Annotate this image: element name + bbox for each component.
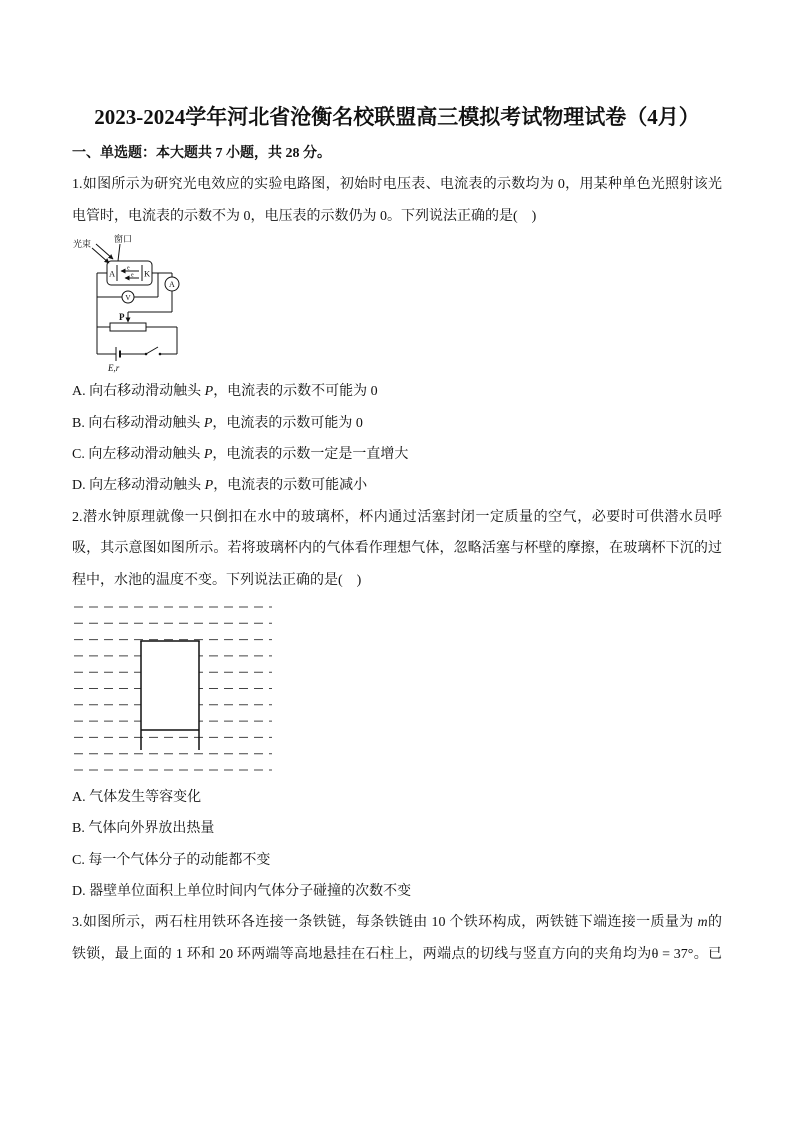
light-ray	[96, 244, 113, 259]
option-text: 器壁单位面积上单位时间内气体分子碰撞的次数不变	[85, 884, 412, 900]
option-text: ，电流表的示数一定是一直增大	[212, 446, 409, 462]
stem-text: 。已	[693, 946, 722, 962]
window-pointer	[118, 244, 120, 261]
option-text: 气体向外界放出热量	[84, 821, 215, 837]
q2-option-d	[72, 876, 722, 907]
option-label: D.	[72, 478, 86, 494]
q3-stem-line	[72, 907, 722, 938]
photoelectric-circuit-diagram	[72, 232, 192, 376]
option-text: 向左移动滑动触头	[84, 446, 204, 462]
switch-blade	[146, 347, 158, 354]
exam-title: 2023-2024学年河北省沧衡名校联盟高三模拟考试物理试卷（4月）	[94, 105, 700, 129]
q2-stem-line: 吸，其示意图如图所示。若将玻璃杯内的气体看作理想气体，忽略活塞与杯壁的摩擦，在玻璃杯下沉的过	[72, 541, 722, 557]
section-heading: 一、单选题：本大题共 7 小题，共 28 分。	[72, 146, 331, 161]
option-text: ，电流表的示数可能减小	[213, 478, 368, 494]
q2-option-b	[72, 813, 722, 844]
option-label: C.	[72, 446, 85, 462]
q2-option-a	[72, 782, 722, 813]
stem-variable: θ = 37°	[651, 946, 694, 962]
switch-contact	[159, 353, 162, 356]
electron-label: e	[127, 265, 130, 272]
option-variable: P	[204, 384, 214, 400]
exam-content	[72, 138, 722, 970]
stem-text: 的	[707, 915, 722, 931]
q2-option-c	[72, 845, 722, 876]
q1-stem-line: 1.如图所示为研究光电效应的实验电路图，初始时电压表、电流表的示数均为 0，用某种单色光照射该光	[72, 177, 722, 193]
q1-option-a	[72, 376, 722, 407]
electron-label: e	[131, 272, 134, 279]
option-label: B.	[72, 415, 85, 431]
q2-stem-line: 2.潜水钟原理就像一只倒扣在水中的玻璃杯，杯内通过活塞封闭一定质量的空气，必要时可供潜水员呼	[72, 509, 722, 525]
option-variable: P	[203, 446, 213, 462]
slider-label: P	[119, 312, 125, 323]
option-text: 向右移动滑动触头	[85, 384, 205, 400]
q2-stem-line: 程中，水池的温度不变。下列说法正确的是( )	[72, 572, 362, 588]
air-region	[141, 641, 199, 730]
stem-text: 3.如图所示，两石柱用铁环各连接一条铁链，每条铁链由 10 个铁环构成，两铁链下端连接一质量为	[72, 915, 698, 931]
option-text: 气体发生等容变化	[85, 789, 202, 805]
option-variable: P	[203, 415, 213, 431]
light-ray	[92, 248, 109, 263]
anode-label: A	[109, 268, 116, 279]
q1-option-d	[72, 470, 722, 501]
option-variable: P	[204, 478, 214, 494]
q1-option-c	[72, 439, 722, 470]
q1-stem-line: 电管时，电流表的示数不为 0，电压表的示数仍为 0。下列说法正确的是( )	[72, 208, 537, 224]
voltmeter-label: V	[125, 293, 131, 303]
rheostat	[110, 323, 146, 331]
cathode-label: K	[144, 268, 151, 279]
option-label: A.	[72, 384, 86, 400]
option-text: 每一个气体分子的动能都不变	[84, 852, 271, 868]
q3-stem-line	[72, 939, 722, 970]
source-label: E,r	[108, 363, 120, 374]
option-label: C.	[72, 852, 85, 868]
option-text: ，电流表的示数不可能为 0	[213, 384, 378, 400]
light-beam-label: 光束	[73, 239, 92, 250]
switch-pivot	[145, 353, 148, 356]
option-label: A.	[72, 789, 86, 805]
q1-option-b	[72, 408, 722, 439]
option-text: ，电流表的示数可能为 0	[212, 415, 363, 431]
window-label: 窗口	[114, 234, 133, 245]
option-text: 向左移动滑动触头	[85, 478, 205, 494]
stem-variable: m	[697, 915, 708, 931]
option-text: 向右移动滑动触头	[84, 415, 204, 431]
option-label: D.	[72, 884, 86, 900]
diving-bell-diagram	[72, 596, 274, 782]
option-label: B.	[72, 821, 85, 837]
ammeter-label: A	[169, 280, 175, 290]
stem-text: 铁锁，最上面的 1 环和 20 环两端等高地悬挂在石柱上，两端点的切线与竖直方向的夹角均为	[72, 946, 652, 962]
